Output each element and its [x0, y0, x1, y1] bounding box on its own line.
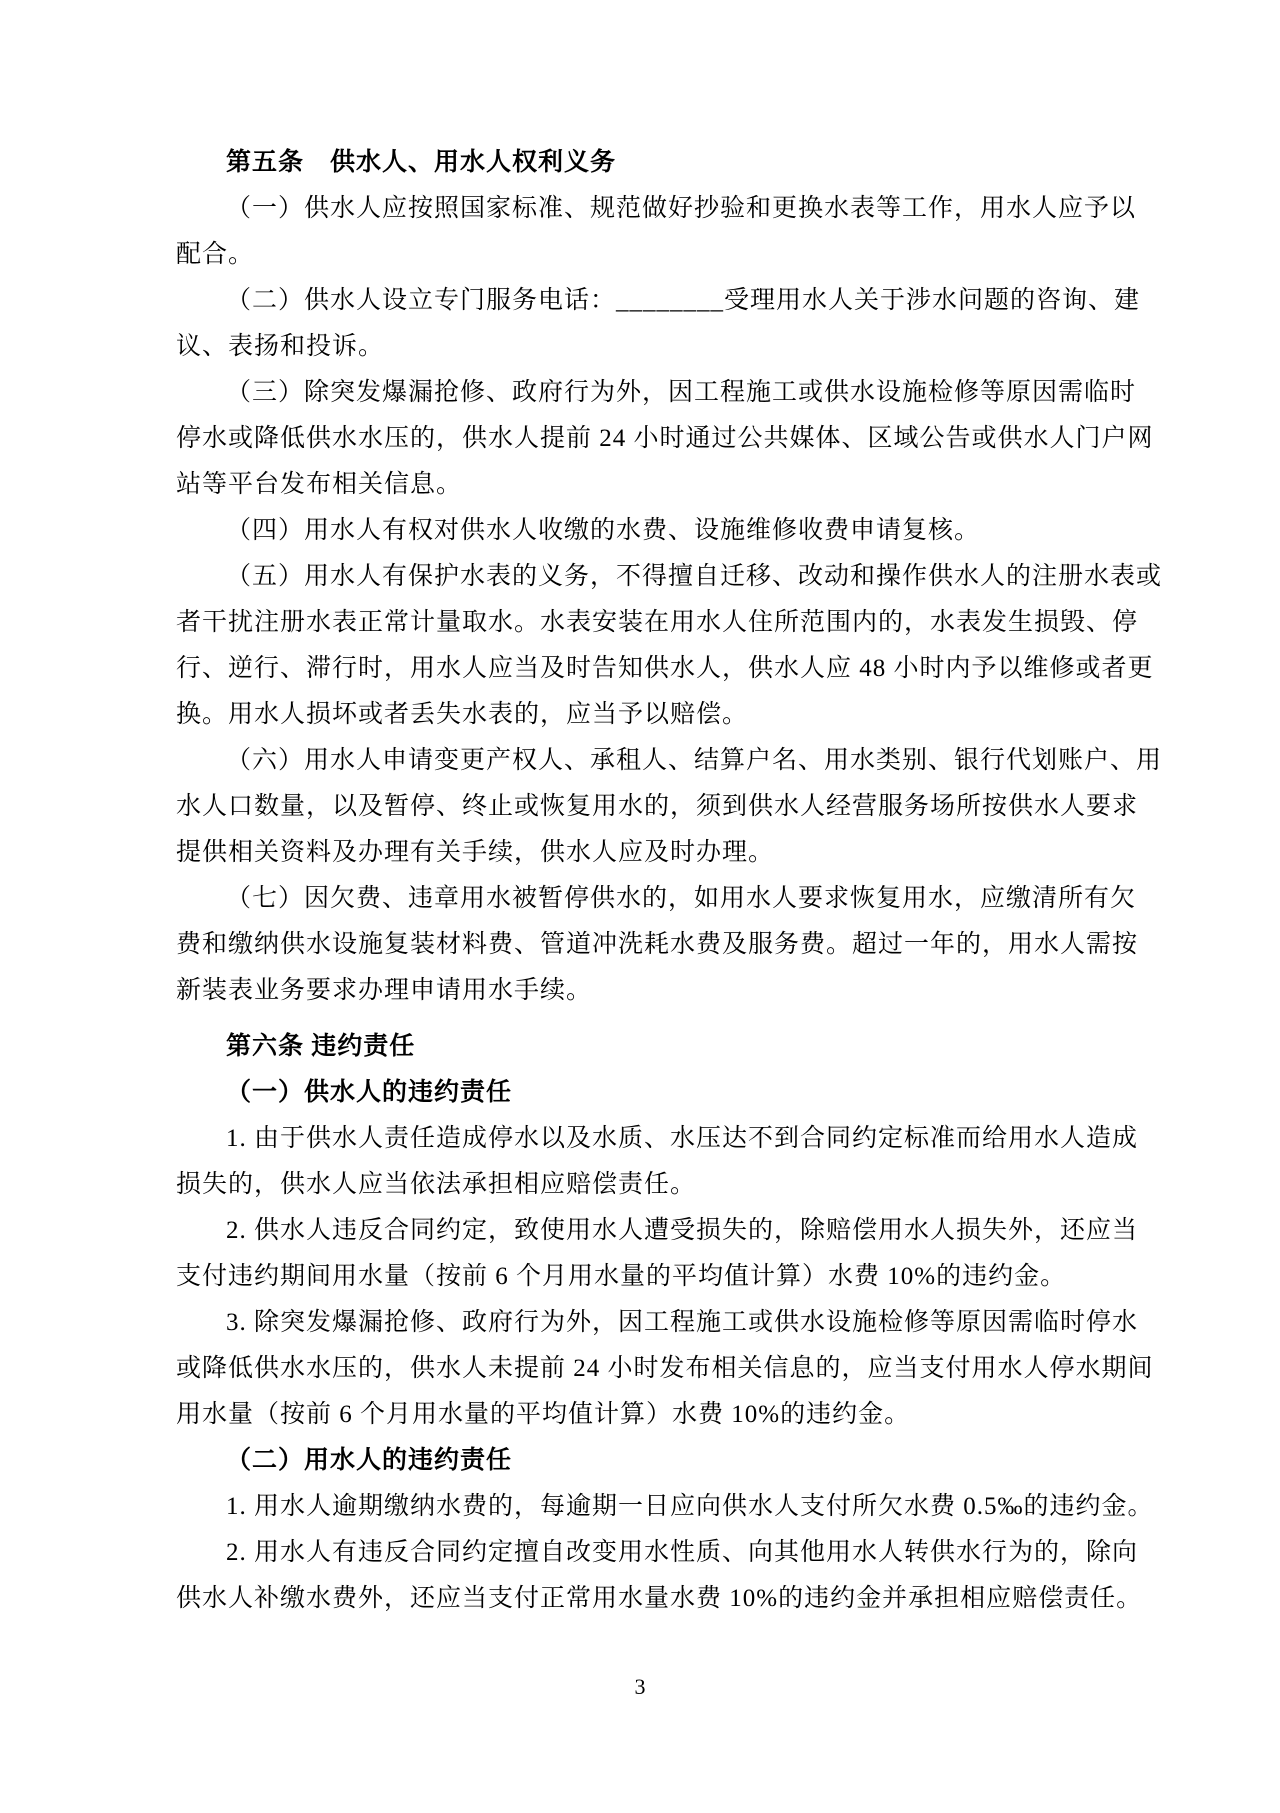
paragraph — [176, 186, 1136, 278]
paragraph — [176, 1300, 1154, 1438]
text-line: 换。用水人损坏或者丢失水表的，应当予以赔偿。 — [176, 701, 749, 728]
paragraph — [176, 1484, 1154, 1530]
text-line: （三）除突发爆漏抢修、政府行为外，因工程施工或供水设施检修等原因需临时 — [226, 379, 1137, 406]
text-line: （一）供水人应按照国家标准、规范做好抄验和更换水表等工作，用水人应予以 — [226, 195, 1137, 222]
section-subheading — [176, 1438, 1136, 1484]
text-line: 或降低供水水压的，供水人未提前 24 小时发布相关信息的，应当支付用水人停水期间 — [176, 1355, 1154, 1382]
paragraph — [176, 370, 1154, 508]
text-line: （一）供水人的违约责任 — [226, 1079, 513, 1106]
text-line: 第五条 供水人、用水人权利义务 — [226, 149, 617, 176]
text-line: 站等平台发布相关信息。 — [176, 471, 463, 498]
text-line: 新装表业务要求办理申请用水手续。 — [176, 977, 593, 1004]
text-line: 者干扰注册水表正常计量取水。水表安装在用水人住所范围内的，水表发生损毁、停 — [176, 609, 1139, 636]
text-line: （二）用水人的违约责任 — [226, 1447, 513, 1474]
page-footer — [0, 1672, 1280, 1702]
text-line: 费和缴纳供水设施复装材料费、管道冲洗耗水费及服务费。超过一年的，用水人需按 — [176, 931, 1139, 958]
text-line: （五）用水人有保护水表的义务，不得擅自迁移、改动和操作供水人的注册水表或 — [226, 563, 1163, 590]
text-line: 提供相关资料及办理有关手续，供水人应及时办理。 — [176, 839, 775, 866]
text-line: 用水量（按前 6 个月用水量的平均值计算）水费 10%的违约金。 — [176, 1401, 911, 1428]
text-line: 2. 用水人有违反合同约定擅自改变用水性质、向其他用水人转供水行为的，除向 — [226, 1539, 1139, 1566]
text-line: 3. 除突发爆漏抢修、政府行为外，因工程施工或供水设施检修等原因需临时停水 — [226, 1309, 1139, 1336]
page-number: 3 — [634, 1674, 646, 1699]
text-line: （七）因欠费、违章用水被暂停供水的，如用水人要求恢复用水，应缴清所有欠 — [226, 885, 1137, 912]
paragraph — [176, 738, 1163, 876]
text-line: 第六条 违约责任 — [226, 1033, 416, 1060]
text-line: 1. 用水人逾期缴纳水费的，每逾期一日应向供水人支付所欠水费 0.5‰的违约金。 — [226, 1493, 1154, 1520]
text-line: 停水或降低供水水压的，供水人提前 24 小时通过公共媒体、区域公告或供水人门户网 — [176, 425, 1154, 452]
paragraph — [176, 1208, 1139, 1300]
text-line: （六）用水人申请变更产权人、承租人、结算户名、用水类别、银行代划账户、用 — [226, 747, 1163, 774]
paragraph — [176, 1116, 1139, 1208]
text-line: （四）用水人有权对供水人收缴的水费、设施维修收费申请复核。 — [226, 517, 981, 544]
paragraph — [176, 1530, 1143, 1622]
text-line: 供水人补缴水费外，还应当支付正常用水量水费 10%的违约金并承担相应赔偿责任。 — [176, 1585, 1143, 1612]
text-line: 水人口数量，以及暂停、终止或恢复用水的，须到供水人经营服务场所按供水人要求 — [176, 793, 1139, 820]
text-line: 1. 由于供水人责任造成停水以及水质、水压达不到合同约定标准而给用水人造成 — [226, 1125, 1139, 1152]
section-heading — [176, 140, 1136, 186]
section-heading — [176, 1024, 1136, 1070]
paragraph — [176, 278, 1141, 370]
paragraph — [176, 876, 1139, 1014]
text-line: 行、逆行、滞行时，用水人应当及时告知供水人，供水人应 48 小时内予以维修或者更 — [176, 655, 1154, 682]
paragraph — [176, 554, 1163, 738]
paragraph — [176, 508, 1136, 554]
text-line: 配合。 — [176, 241, 255, 268]
section-subheading — [176, 1070, 1136, 1116]
document-content — [176, 140, 1163, 1622]
text-line: 议、表扬和投诉。 — [176, 333, 385, 360]
text-line: （二）供水人设立专门服务电话：________受理用水人关于涉水问题的咨询、建 — [226, 287, 1141, 314]
text-line: 损失的，供水人应当依法承担相应赔偿责任。 — [176, 1171, 697, 1198]
text-line: 2. 供水人违反合同约定，致使用水人遭受损失的，除赔偿用水人损失外，还应当 — [226, 1217, 1139, 1244]
text-line: 支付违约期间用水量（按前 6 个月用水量的平均值计算）水费 10%的违约金。 — [176, 1263, 1067, 1290]
